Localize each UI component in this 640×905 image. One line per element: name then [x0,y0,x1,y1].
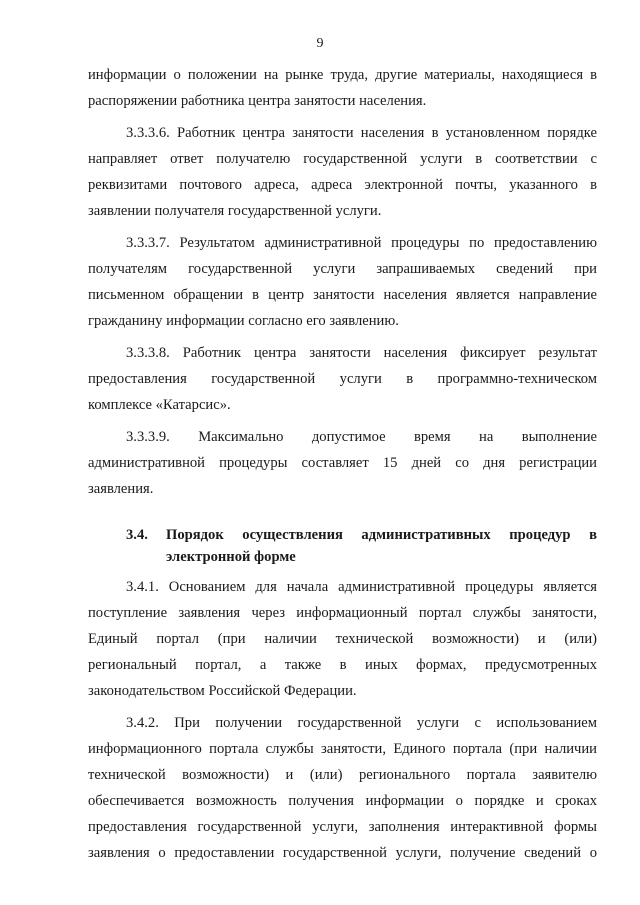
section-heading [88,524,597,568]
text-line: 3.3.3.9. Максимально допустимое время на выполнение [126,429,597,445]
text-line: 3.3.3.6. Работник центра занятости населения в установленном порядке [126,125,597,141]
text-line: региональный портал, а также в иных формах, предусмотренных [88,657,597,673]
text-line: 3.4.2. При получении государственной услуги с использованием [126,715,597,731]
text-line: законодательством Российской Федерации. [88,683,357,699]
text-line: направляет ответ получателю государственной услуги в соответствии с [88,151,597,167]
text-line: заявления о предоставлении государственной услуги, получение сведений о [88,845,597,861]
text-line: письменном обращении в центр занятости населения является направление [88,287,597,303]
text-line: поступление заявления через информационный портал службы занятости, [88,605,597,621]
section-title-line: Порядок осуществления административных процедур в [166,527,597,543]
text-line: обеспечивается возможность получения информации о порядке и сроках [88,793,597,809]
text-line: реквизитами почтового адреса, адреса электронной почты, указанного в [88,177,597,193]
paragraph-3-4-1 [88,574,597,704]
section-title-line: электронной форме [166,549,296,565]
text-line: 3.3.3.7. Результатом административной процедуры по предоставлению [126,235,597,251]
paragraph-3-3-3-8 [88,340,597,418]
text-line: 3.3.3.8. Работник центра занятости населения фиксирует результат [126,345,597,361]
text-line: административной процедуры составляет 15 дней со дня регистрации [88,455,597,471]
section-number: 3.4. [126,527,148,543]
text-line: информационного портала службы занятости, Единого портала (при наличии [88,741,597,757]
text-line: получателям государственной услуги запрашиваемых сведений при [88,261,597,277]
paragraph-3-3-3-7 [88,230,597,334]
text-line: технической возможности) и (или) регионального портала заявителю [88,767,597,783]
text-line: предоставления государственной услуги, заполнения интерактивной формы [88,819,597,835]
text-line: заявления. [88,481,154,497]
paragraph-3-4-2 [88,710,597,866]
page-number: 9 [316,36,324,51]
paragraph-continuation [88,62,597,114]
text-line: предоставления государственной услуги в программно-техническом [88,371,597,387]
text-line: комплексе «Катарсис». [88,397,231,413]
text-line: гражданину информации согласно его заявлению. [88,313,399,329]
text-line: распоряжении работника центра занятости населения. [88,93,427,109]
paragraph-3-3-3-9 [88,424,597,502]
text-line: 3.4.1. Основанием для начала административной процедуры является [126,579,597,595]
paragraph-3-3-3-6 [88,120,597,224]
page-body [88,62,597,866]
text-line: заявлении получателя государственной услуги. [88,203,382,219]
text-line: информации о положении на рынке труда, другие материалы, находящиеся в [88,67,597,83]
text-line: Единый портал (при наличии технической возможности) и (или) [88,631,597,647]
